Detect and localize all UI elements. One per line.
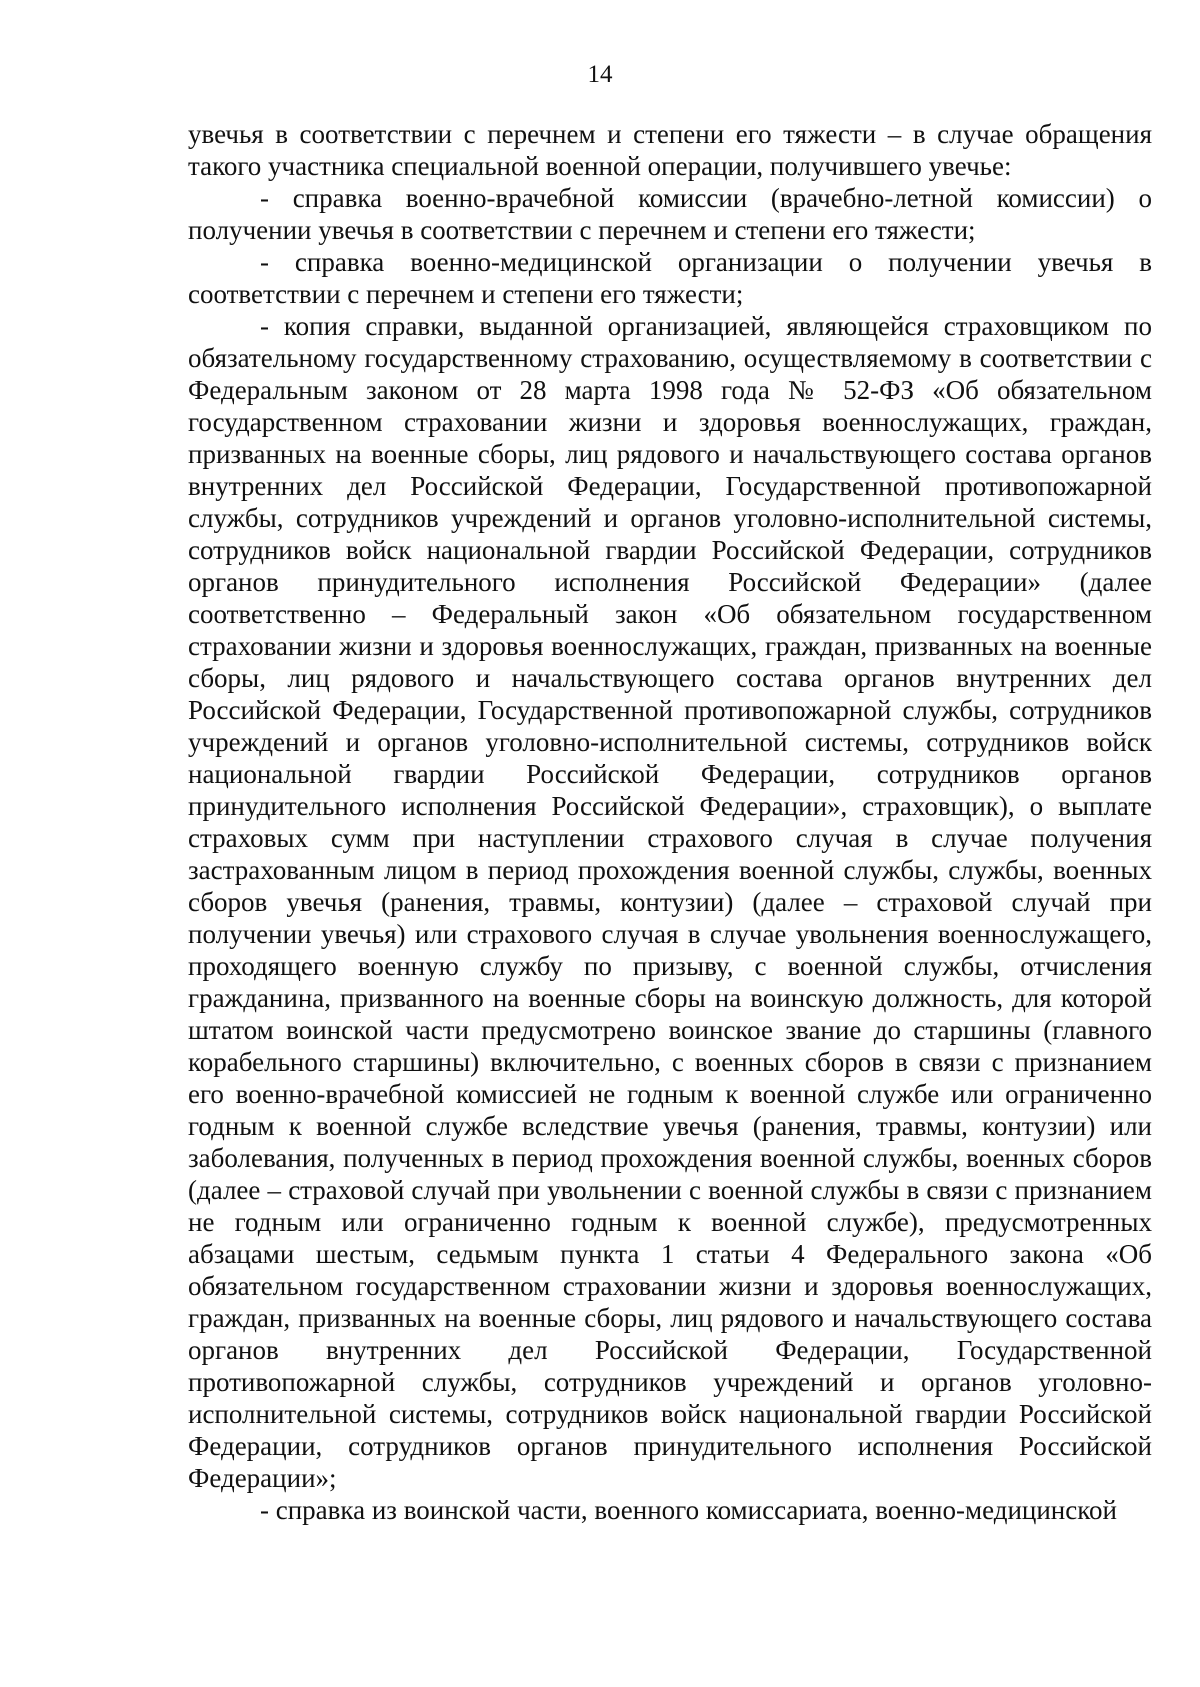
document-body (188, 118, 1152, 1526)
paragraph-insurer-certificate-copy: - копия справки, выданной организацией, являющейся страховщиком по обязательному государственному страхованию, осуществляемому в соответствии с Федеральным законом от 28 марта 1998 года № 52-ФЗ «Об обязательном государственном страховании жизни и здоровья военнослужащих, граждан, призванных на военные сборы, лиц рядового и начальствующего состава органов внутренних дел Российской Федерации, Государственной противопожарной службы, сотрудников учреждений и органов уголовно-исполнительной системы, сотрудников войск национальной гвардии Российской Федерации, сотрудников органов принудительного исполнения Российской Федерации» (далее соответственно – Федеральный закон «Об обязательном государственном страховании жизни и здоровья военнослужащих, граждан, призванных на военные сборы, лиц рядового и начальствующего состава органов внутренних дел Российской Федерации, Государственной противопожарной службы, сотрудников учреждений и органов уголовно-исполнительной системы, сотрудников войск национальной гвардии Российской Федерации, сотрудников органов принудительного исполнения Российской Федерации», страховщик), о выплате страховых сумм при наступлении страхового случая в случае получения застрахованным лицом в период прохождения военной службы, службы, военных сборов увечья (ранения, травмы, контузии) (далее – страховой случай при получении увечья) или страхового случая в случае увольнения военнослужащего, проходящего военную службу по призыву, с военной службы, отчисления гражданина, призванного на военные сборы на воинскую должность, для которой штатом воинской части предусмотрено воинское звание до старшины (главного корабельного старшины) включительно, с военных сборов в связи с признанием его военно-врачебной комиссией не годным к военной службе или ограниченно годным к военной службе вследствие увечья (ранения, травмы, контузии) или заболевания, полученных в период прохождения военной службы, военных сборов (далее – страховой случай при увольнении с военной службы в связи с признанием не годным или ограниченно годным к военной службе), предусмотренных абзацами шестым, седьмым пункта 1 статьи 4 Федерального закона «Об обязательном государственном страховании жизни и здоровья военнослужащих, граждан, призванных на военные сборы, лиц рядового и начальствующего состава органов внутренних дел Российской Федерации, Государственной противопожарной службы, сотрудников учреждений и органов уголовно-исполнительной системы, сотрудников войск национальной гвардии Российской Федерации, сотрудников органов принудительного исполнения Российской Федерации»; (188, 311, 1152, 1493)
paragraph-intro: увечья в соответствии с перечнем и степени его тяжести – в случае обращения такого участника специальной военной операции, получившего увечье: (188, 119, 1152, 181)
page-number: 14 (587, 61, 613, 88)
paragraph-medical-org-certificate: - справка военно-медицинской организации о получении увечья в соответствии с перечнем и степени его тяжести; (188, 247, 1152, 309)
paragraph-vvk-certificate: - справка военно-врачебной комиссии (врачебно-летной комиссии) о получении увечья в соответствии с перечнем и степени его тяжести; (188, 183, 1152, 245)
paragraph-military-unit-certificate: - справка из воинской части, военного комиссариата, военно-медицинской (260, 1495, 1117, 1525)
